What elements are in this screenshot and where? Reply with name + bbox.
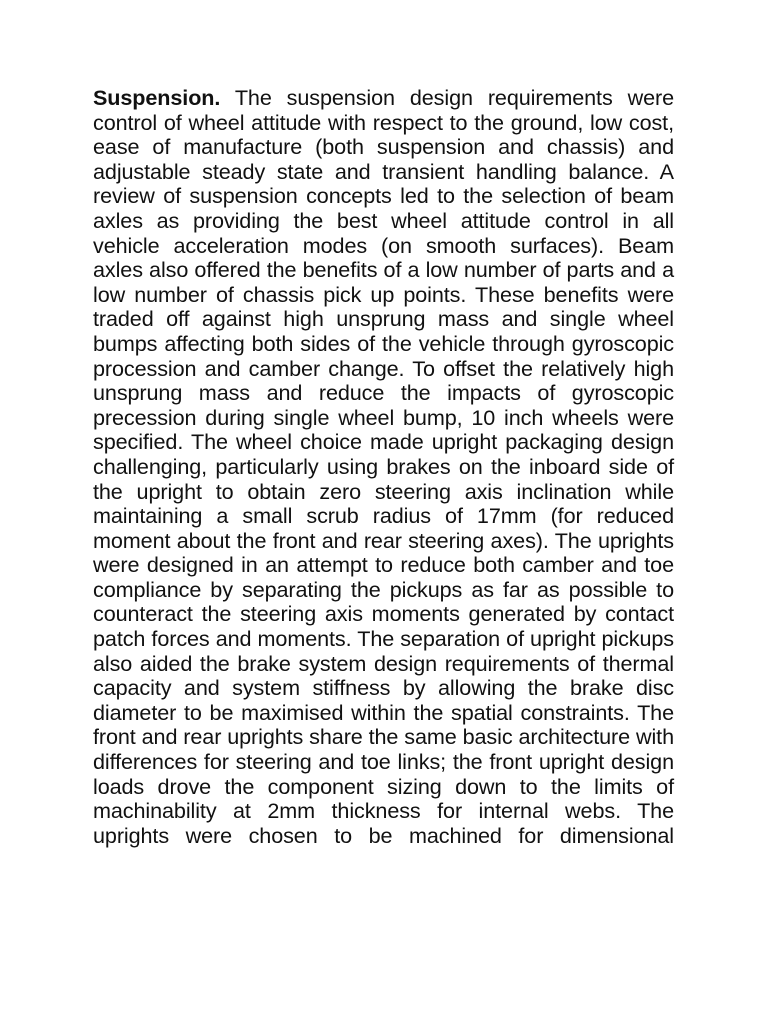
suspension-paragraph (93, 86, 674, 848)
paragraph-body: The suspension design requirements were control of wheel attitude with respect to the ground, low cost, ease of manufacture (both suspension and chassis) and adjustable steady state and transient handling balance. A review of suspension concepts led to the selection of beam axles as providing the best wheel attitude control in all vehicle acceleration modes (on smooth surfaces). Beam axles also offered the benefits of a low number of parts and a low number of chassis pick up points. These benefits were traded off against high unsprung mass and single wheel bumps affecting both sides of the vehicle through gyroscopic procession and camber change. To offset the relatively high unsprung mass and reduce the impacts of gyroscopic precession during single wheel bump, 10 inch wheels were specified. The wheel choice made upright packaging design challenging, particularly using brakes on the inboard side of the upright to obtain zero steering axis inclination while maintaining a small scrub radius of 17mm (for reduced moment about the front and rear steering axes). The uprights were designed in an attempt to reduce both camber and toe compliance by separating the pickups as far as possible to counteract the steering axis moments generated by contact patch forces and moments. The separation of upright pickups also aided the brake system design requirements of thermal capacity and system stiffness by allowing the brake disc diameter to be maximised within the spatial constraints. The front and rear uprights share the same basic architecture with differences for steering and toe links; the front upright design loads drove the component sizing down to the limits of machinability at 2mm thickness for internal webs. The uprights were chosen to be machined for dimensional (93, 85, 674, 848)
section-heading: Suspension. (93, 85, 221, 110)
